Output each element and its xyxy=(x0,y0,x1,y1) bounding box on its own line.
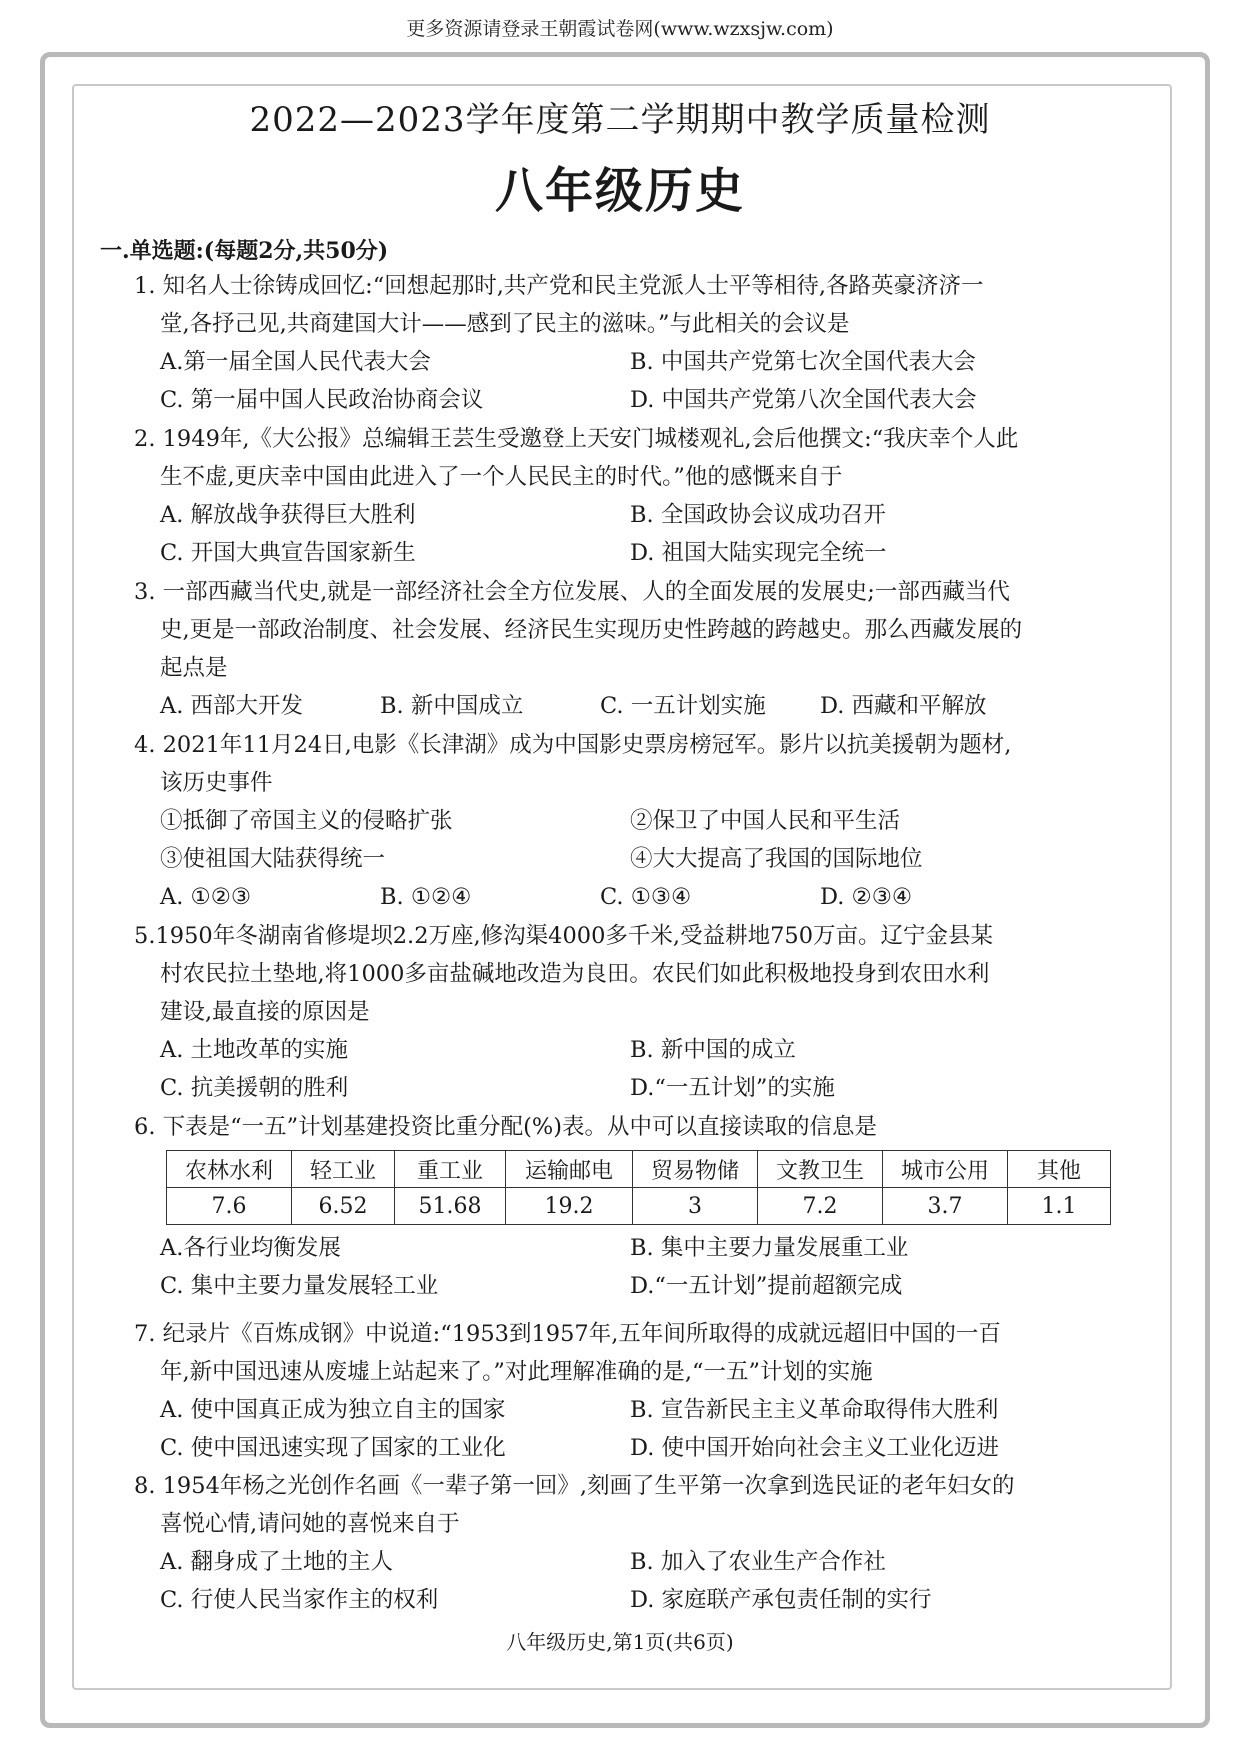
option-b: B. 全国政协会议成功召开 xyxy=(630,502,886,528)
question-stem-line: 1. 知名人士徐铸成回忆:“回想起那时,共产党和民主党派人士平等相待,各路英豪济济一 xyxy=(134,273,984,299)
option-a: A. 西部大开发 xyxy=(160,693,304,719)
table-cell: 51.68 xyxy=(395,1188,506,1225)
statement-2: ②保卫了中国人民和平生活 xyxy=(630,808,901,834)
option-b: B. 宣告新民主主义革命取得伟大胜利 xyxy=(630,1397,999,1423)
option-d: D. 中国共产党第八次全国代表大会 xyxy=(630,387,977,413)
table-header-cell: 其他 xyxy=(1008,1151,1111,1188)
table-cell: 1.1 xyxy=(1008,1188,1111,1225)
option-b: B. 加入了农业生产合作社 xyxy=(630,1549,886,1575)
question-stem-line: 年,新中国迅速从废墟上站起来了。”对此理解准确的是,“一五”计划的实施 xyxy=(160,1359,873,1385)
statement-1: ①抵御了帝国主义的侵略扩张 xyxy=(160,808,453,834)
question-stem-line: 7. 纪录片《百炼成钢》中说道:“1953到1957年,五年间所取得的成就远超旧中国的一百 xyxy=(134,1321,1001,1347)
question-stem-line: 8. 1954年杨之光创作名画《一辈子第一回》,刻画了生平第一次拿到选民证的老年妇女的 xyxy=(134,1473,1015,1499)
table-cell: 19.2 xyxy=(506,1188,633,1225)
option-a: A. 土地改革的实施 xyxy=(160,1037,349,1063)
subject-title: 八年级历史 xyxy=(494,163,745,219)
option-b: B. ①②④ xyxy=(380,884,472,910)
option-a: A. 使中国真正成为独立自主的国家 xyxy=(160,1397,506,1423)
question-2 xyxy=(134,420,1144,572)
option-d: D. 使中国开始向社会主义工业化迈进 xyxy=(630,1435,1000,1461)
table-header-cell: 轻工业 xyxy=(292,1151,395,1188)
option-d: D. 祖国大陆实现完全统一 xyxy=(630,540,887,566)
option-c: C. 第一届中国人民政治协商会议 xyxy=(160,387,484,413)
question-stem-line: 村农民拉土垫地,将1000多亩盐碱地改造为良田。农民们如此积极地投身到农田水利 xyxy=(160,961,990,987)
question-stem-line: 史,更是一部政治制度、社会发展、经济民生实现历史性跨越的跨越史。那么西藏发展的 xyxy=(160,617,1023,643)
table-header-row xyxy=(167,1151,1111,1188)
table-cell: 6.52 xyxy=(292,1188,395,1225)
question-5 xyxy=(134,917,1144,1107)
option-a: A.第一届全国人民代表大会 xyxy=(160,349,431,375)
option-d: D.“一五计划”的实施 xyxy=(630,1075,835,1101)
question-4 xyxy=(134,726,1144,916)
option-c: C. ①③④ xyxy=(600,884,692,910)
question-stem-line: 生不虚,更庆幸中国由此进入了一个人民民主的时代。”他的感慨来自于 xyxy=(160,464,843,490)
table-cell: 7.6 xyxy=(167,1188,292,1225)
question-stem-line: 该历史事件 xyxy=(160,770,273,796)
question-8 xyxy=(134,1467,1144,1619)
table-cell: 3 xyxy=(633,1188,758,1225)
option-a: A. 解放战争获得巨大胜利 xyxy=(160,502,416,528)
question-stem-line: 建设,最直接的原因是 xyxy=(160,999,370,1025)
table-header-cell: 农林水利 xyxy=(167,1151,292,1188)
question-stem-line: 4. 2021年11月24日,电影《长津湖》成为中国影史票房榜冠军。影片以抗美援朝为题材, xyxy=(134,732,1012,758)
option-c: C. 一五计划实施 xyxy=(600,693,766,719)
option-a: A.各行业均衡发展 xyxy=(160,1235,341,1261)
question-3 xyxy=(134,573,1144,725)
option-a: A. ①②③ xyxy=(160,884,252,910)
option-c: C. 行使人民当家作主的权利 xyxy=(160,1587,439,1613)
table-header-cell: 文教卫生 xyxy=(758,1151,883,1188)
page-footer: 八年级历史,第1页(共6页) xyxy=(506,1630,734,1654)
option-c: C. 抗美援朝的胜利 xyxy=(160,1075,349,1101)
option-b: B. 新中国成立 xyxy=(380,693,524,719)
question-stem-line: 5.1950年冬湖南省修堤坝2.2万座,修沟渠4000多千米,受益耕地750万亩。辽宁金县某 xyxy=(134,923,994,949)
option-b: B. 新中国的成立 xyxy=(630,1037,796,1063)
question-stem-line: 6. 下表是“一五”计划基建投资比重分配(%)表。从中可以直接读取的信息是 xyxy=(134,1114,878,1140)
table-header-cell: 城市公用 xyxy=(883,1151,1008,1188)
statement-3: ③使祖国大陆获得统一 xyxy=(160,846,386,872)
option-c: C. 使中国迅速实现了国家的工业化 xyxy=(160,1435,506,1461)
exam-title: 2022—2023学年度第二学期期中教学质量检测 xyxy=(249,100,991,140)
option-d: D. 家庭联产承包责任制的实行 xyxy=(630,1587,932,1613)
statement-4: ④大大提高了我国的国际地位 xyxy=(630,846,923,872)
option-d: D. ②③④ xyxy=(820,884,913,910)
question-stem-line: 喜悦心情,请问她的喜悦来自于 xyxy=(160,1511,460,1537)
option-d: D.“一五计划”提前超额完成 xyxy=(630,1273,903,1299)
table-header-cell: 运输邮电 xyxy=(506,1151,633,1188)
question-6 xyxy=(134,1108,1144,1305)
resource-note: 更多资源请登录王朝霞试卷网(www.wzxsjw.com) xyxy=(406,18,834,40)
option-c: C. 集中主要力量发展轻工业 xyxy=(160,1273,439,1299)
question-1 xyxy=(134,267,1144,419)
investment-table xyxy=(166,1150,1111,1225)
option-a: A. 翻身成了土地的主人 xyxy=(160,1549,394,1575)
table-cell: 3.7 xyxy=(883,1188,1008,1225)
question-stem-line: 3. 一部西藏当代史,就是一部经济社会全方位发展、人的全面发展的发展史;一部西藏当代 xyxy=(134,579,1010,605)
option-b: B. 集中主要力量发展重工业 xyxy=(630,1235,909,1261)
table-header-cell: 重工业 xyxy=(395,1151,506,1188)
table-row xyxy=(167,1188,1111,1225)
question-stem-line: 起点是 xyxy=(160,655,228,681)
table-header-cell: 贸易物储 xyxy=(633,1151,758,1188)
option-d: D. 西藏和平解放 xyxy=(820,693,987,719)
question-7 xyxy=(134,1315,1144,1467)
question-stem-line: 2. 1949年,《大公报》总编辑王芸生受邀登上天安门城楼观礼,会后他撰文:“我庆幸个人此 xyxy=(134,426,1019,452)
option-c: C. 开国大典宣告国家新生 xyxy=(160,540,416,566)
option-b: B. 中国共产党第七次全国代表大会 xyxy=(630,349,976,375)
table-cell: 7.2 xyxy=(758,1188,883,1225)
section-heading: 一.单选题:(每题2分,共50分) xyxy=(100,238,389,264)
question-stem-line: 堂,各抒己见,共商建国大计——感到了民主的滋味。”与此相关的会议是 xyxy=(160,311,850,337)
